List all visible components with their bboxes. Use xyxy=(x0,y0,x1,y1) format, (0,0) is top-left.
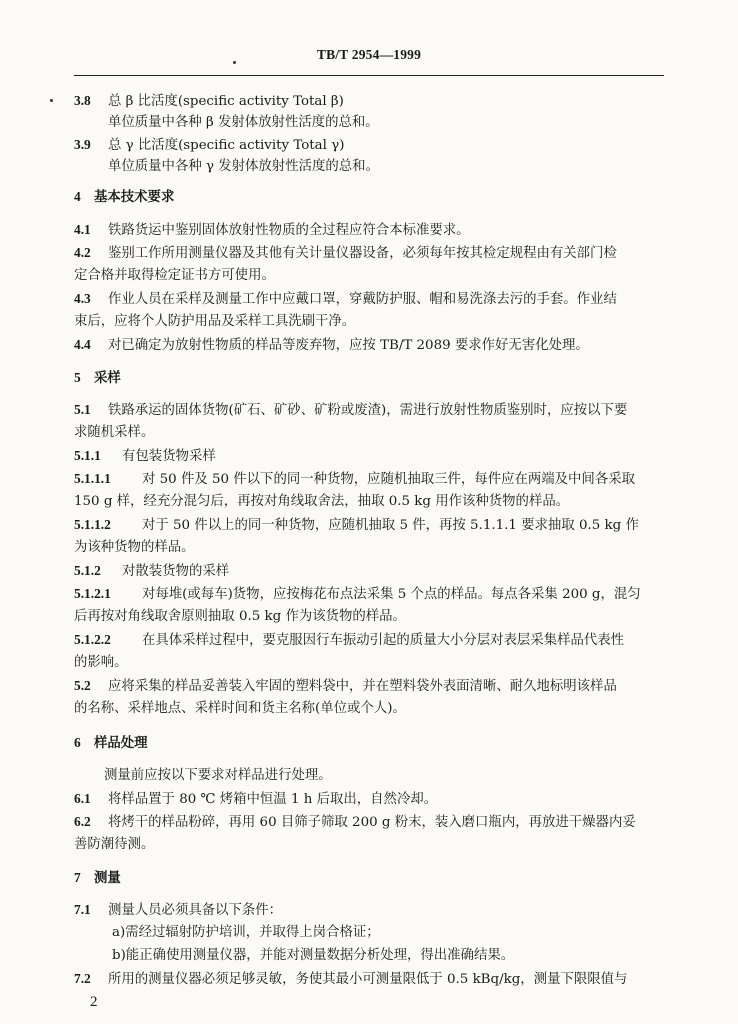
clause-5-2-cont: 的名称、采样地点、采样时间和货主名称(单位或个人)。 xyxy=(74,701,406,716)
clause-7-1-item-b: b)能正确使用测量仪器，并能对测量数据分析处理，得出准确结果。 xyxy=(112,948,515,963)
section-4-heading: 4 基本技术要求 xyxy=(74,189,175,205)
clause-5-1-1: 5.1.1 有包装货物采样 xyxy=(74,448,216,464)
clause-5-1-2-2-cont: 的影响。 xyxy=(74,655,128,670)
clause-5-1-1-1: 5.1.1.1 对 50 件及 50 件以下的同一种货物，应随机抽取三件，每件应在两端及中间各采取 xyxy=(74,471,635,487)
clause-4-2: 4.2 鉴别工作所用测量仪器及其他有关计量仪器设备，必须每年按其检定规程由有关部门检 xyxy=(74,245,617,261)
clause-7-1: 7.1 测量人员必须具备以下条件： xyxy=(74,902,283,918)
clause-3-9: 3.9 总 γ 比活度(specific activity Total γ) xyxy=(74,137,345,153)
clause-4-1: 4.1 铁路货运中鉴别固体放射性物质的全过程应符合本标准要求。 xyxy=(74,222,470,238)
section-7-heading: 7 测量 xyxy=(74,870,121,886)
clause-5-1-2-1-cont: 后再按对角线取舍原则抽取 0.5 kg 作为该货物的样品。 xyxy=(74,609,406,624)
page-header: TB/T 2954—1999 xyxy=(316,47,422,62)
clause-5-1-2: 5.1.2 对散装货物的采样 xyxy=(74,563,230,579)
clause-5-1-1-2-cont: 为该种货物的样品。 xyxy=(74,540,195,555)
clause-4-4: 4.4 对已确定为放射性物质的样品等废弃物，应按 TB/T 2089 要求作好无害化处理。 xyxy=(74,337,589,353)
clause-5-2: 5.2 应将采集的样品妥善装入牢固的塑料袋中，并在塑料袋外表面清晰、耐久地标明该样品 xyxy=(74,678,617,694)
section-6-intro: 测量前应按以下要求对样品进行处理。 xyxy=(104,768,332,783)
clause-4-2-cont: 定合格并取得检定证书方可使用。 xyxy=(74,268,275,283)
clause-5-1: 5.1 铁路承运的固体货物(矿石、矿砂、矿粉或废渣)，需进行放射性物质鉴别时，应按以下要 xyxy=(74,402,628,418)
clause-6-2: 6.2 将烤干的样品粉碎，再用 60 目筛子筛取 200 g 粉末，装入磨口瓶内，再放进干燥器内妥 xyxy=(74,814,636,830)
header-rule xyxy=(74,75,664,76)
page-number: 2 xyxy=(90,994,98,1010)
clause-5-1-2-2: 5.1.2.2 在具体采样过程中，要克服因行车振动引起的质量大小分层对表层采集样品代表性 xyxy=(74,632,625,648)
clause-5-1-1-1-cont: 150 g 样，经充分混匀后，再按对角线取舍法，抽取 0.5 kg 用作该种货物的样品。 xyxy=(74,494,570,509)
clause-6-1: 6.1 将样品置于 80 ℃ 烤箱中恒温 1 h 后取出，自然冷却。 xyxy=(74,791,438,807)
section-5-heading: 5 采样 xyxy=(74,370,121,386)
scan-speck xyxy=(50,99,53,102)
clause-3-8-body: 单位质量中各种 β 发射体放射性活度的总和。 xyxy=(108,115,379,130)
clause-4-3-cont: 束后，应将个人防护用品及采样工具洗刷干净。 xyxy=(74,314,356,329)
clause-4-3: 4.3 作业人员在采样及测量工作中应戴口罩，穿戴防护服、帽和易洗涤去污的手套。作业结 xyxy=(74,291,617,307)
clause-7-1-item-a: a)需经过辐射防护培训，并取得上岗合格证； xyxy=(112,925,380,940)
clause-3-9-body: 单位质量中各种 γ 发射体放射性活度的总和。 xyxy=(108,159,379,174)
clause-5-1-cont: 求随机采样。 xyxy=(74,425,155,440)
clause-5-1-1-2: 5.1.1.2 对于 50 件以上的同一种货物，应随机抽取 5 件，再按 5.1.1.1 要求抽取 0.5 kg 作 xyxy=(74,517,639,533)
clause-6-2-cont: 善防潮待测。 xyxy=(74,837,155,852)
section-6-heading: 6 样品处理 xyxy=(74,735,148,751)
clause-5-1-2-1: 5.1.2.1 对每堆(或每车)货物，应按梅花布点法采集 5 个点的样品。每点各采集 200 g，混匀 xyxy=(74,586,641,602)
clause-3-8: 3.8 总 β 比活度(specific activity Total β) xyxy=(74,93,344,109)
clause-7-2: 7.2 所用的测量仪器必须足够灵敏，务使其最小可测量限低于 0.5 kBq/kg，测量下限限值与 xyxy=(74,971,628,987)
